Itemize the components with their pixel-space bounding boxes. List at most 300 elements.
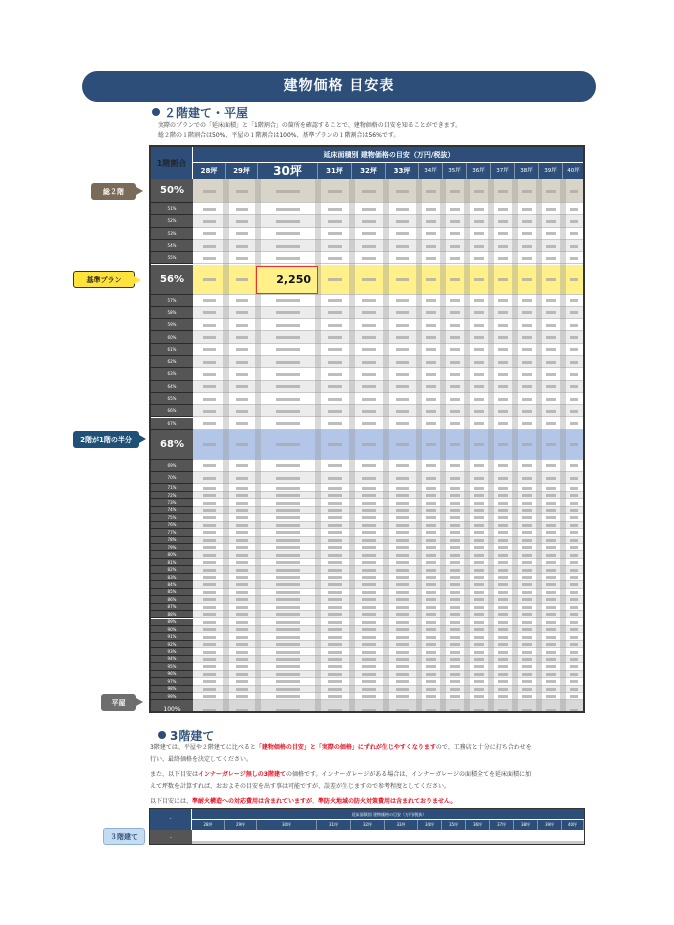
section1-line-1: 実際のプランでの「延床面積」と「1階割合」の箇所を確認することで、建物価格の目安を知ることができます。 [158,122,462,129]
grid-line [255,179,261,713]
blurred-cell-value [236,583,249,586]
blurred-cell-value [426,516,436,519]
table-row [193,472,585,484]
blurred-cell-value [546,651,556,654]
blurred-cell-value [474,494,484,497]
blurred-cell-value [276,658,300,661]
blurred-cell-value [546,257,556,260]
blurred-cell-value [362,443,376,446]
row-label: 51% [151,203,193,215]
blurred-cell-value [522,311,532,314]
blurred-cell-value [426,524,436,527]
callout-3f: ３階建て [103,828,145,845]
blurred-cell-value [546,554,556,557]
blurred-cell-value [498,709,508,712]
table-row [193,507,585,514]
blurred-cell-value [236,477,249,480]
blurred-cell-value [276,398,300,401]
blurred-cell-value [276,539,300,542]
blurred-cell-value [426,561,436,564]
blurred-cell-value [498,422,508,425]
blurred-cell-value [474,373,484,376]
blurred-cell-value [276,502,300,505]
blurred-cell-value [236,487,249,490]
blurred-cell-value [546,531,556,534]
blurred-cell-value [426,546,436,549]
section2-p1-line1: 3階建ては、平屋や２階建てに比べると「建物価格の目安」と「実際の価格」にずれが生じやすくなりますので、工務店と十分に打ち合わせを [150,744,532,751]
blurred-cell-value [522,554,532,557]
blurred-cell-value [522,190,532,193]
blurred-cell-value [498,278,508,281]
table-row [193,356,585,368]
blurred-cell-value [498,443,508,446]
blurred-cell-value [236,494,249,497]
blurred-cell-value [546,494,556,497]
blurred-cell-value [328,524,342,527]
blurred-cell-value [203,539,216,542]
blurred-cell-value [328,232,342,235]
blurred-cell-value [522,695,532,698]
blurred-cell-value [362,569,376,572]
blurred-cell-value [522,443,532,446]
blurred-cell-value [426,643,436,646]
row-label: 73% [151,499,193,506]
blurred-cell-value [276,524,300,527]
blurred-cell-value [236,232,249,235]
blurred-cell-value [203,531,216,534]
column-header: 37坪 [491,163,515,179]
blurred-cell-value [522,257,532,260]
row-label: 59% [151,319,193,331]
column-header: 39坪 [538,820,562,830]
blurred-cell-value [236,220,249,223]
blurred-cell-value [522,348,532,351]
row-label: 53% [151,228,193,240]
blurred-cell-value [522,524,532,527]
blurred-cell-value [522,385,532,388]
blurred-cell-value [236,613,249,616]
blurred-cell-value [570,311,579,314]
blurred-cell-value [450,636,460,639]
blurred-cell-value [546,361,556,364]
blurred-cell-value [474,539,484,542]
row-label: 67% [151,418,193,430]
blurred-cell-value [362,613,376,616]
blurred-cell-value [328,324,342,327]
blurred-cell-value [276,598,300,601]
blurred-cell-value [474,509,484,512]
blurred-cell-value [426,245,436,248]
blurred-cell-value [362,524,376,527]
blurred-cell-value [236,598,249,601]
blurred-cell-value [522,502,532,505]
row-label: 88% [151,611,193,618]
blurred-cell-value [396,583,409,586]
blurred-cell-value [328,673,342,676]
blurred-cell-value [570,443,579,446]
blurred-cell-value [328,613,342,616]
blurred-cell-value [450,477,460,480]
blurred-cell-value [203,591,216,594]
blurred-cell-value [522,621,532,624]
row-label: 79% [151,544,193,551]
blurred-cell-value [426,257,436,260]
grid-line [315,179,321,713]
blurred-cell-value [276,695,300,698]
blurred-cell-value [522,422,532,425]
blurred-cell-value [396,410,409,413]
grid-line [383,179,389,713]
blurred-cell-value [426,636,436,639]
blurred-cell-value [546,509,556,512]
row-label: 55% [151,252,193,264]
blurred-cell-value [276,546,300,549]
blurred-cell-value [426,502,436,505]
blurred-cell-value [570,665,579,668]
blurred-cell-value [203,613,216,616]
blurred-cell-value [362,245,376,248]
blurred-cell-value [276,464,300,467]
table-row [193,589,585,596]
table-row [193,228,585,240]
blurred-cell-value [328,464,342,467]
blurred-cell-value [450,531,460,534]
blurred-cell-value [450,524,460,527]
blurred-cell-value [450,398,460,401]
blurred-cell-value [328,658,342,661]
row-label: 76% [151,522,193,529]
blurred-cell-value [450,651,460,654]
column-header: 30坪 [258,163,318,179]
blurred-cell-value [396,539,409,542]
blurred-cell-value [328,509,342,512]
row-label: 64% [151,381,193,393]
blurred-cell-value [276,643,300,646]
table-row [193,604,585,611]
blurred-cell-value [328,539,342,542]
blurred-cell-value [328,606,342,609]
blurred-cell-value [426,651,436,654]
blurred-cell-value [362,464,376,467]
row-label: 89% [151,619,193,626]
blurred-cell-value [426,190,436,193]
column-header: 35坪 [442,820,466,830]
bullet-icon [158,731,166,739]
blurred-cell-value [570,278,579,281]
blurred-cell-value [498,628,508,631]
blurred-cell-value [362,494,376,497]
table-row [193,393,585,405]
blurred-cell-value [570,208,579,211]
blurred-cell-value [450,311,460,314]
blurred-cell-value [522,398,532,401]
table-row [193,537,585,544]
blurred-cell-value [276,385,300,388]
row-label: - [150,830,192,845]
grid-line [349,179,355,713]
column-header: 36坪 [466,820,490,830]
blurred-cell-value [522,598,532,601]
table-row [193,566,585,573]
table-title: 延床面積別 建物価格の目安（万円/税抜） [192,809,585,820]
blurred-cell-value [328,311,342,314]
table-row [193,633,585,640]
blurred-cell-value [276,516,300,519]
blurred-cell-value [236,695,249,698]
grid-line [464,179,470,713]
blurred-cell-value [276,410,300,413]
blurred-cell-value [498,464,508,467]
blurred-cell-value [396,613,409,616]
blurred-cell-value [328,680,342,683]
blurred-cell-value [450,554,460,557]
blurred-cell-value [203,299,216,302]
blurred-cell-value [203,443,216,446]
blurred-cell-value [450,494,460,497]
column-header: 29坪 [225,820,257,830]
blurred-cell-value [396,361,409,364]
blurred-cell-value [396,385,409,388]
blurred-cell-value [203,606,216,609]
price-table-2f [149,145,585,713]
page-title-banner: 建物価格 目安表 [82,71,596,102]
table-row [193,331,585,343]
blurred-cell-value [498,673,508,676]
blurred-cell-value [362,628,376,631]
blurred-cell-value [474,673,484,676]
blurred-cell-value [546,398,556,401]
blurred-cell-value [203,643,216,646]
blurred-cell-value [396,336,409,339]
column-header: 31坪 [318,163,352,179]
blurred-cell-value [276,554,300,557]
column-header: 33坪 [385,820,418,830]
row-label: 58% [151,307,193,319]
blurred-cell-value [450,220,460,223]
row-label: 60% [151,331,193,343]
column-header: 37坪 [490,820,514,830]
blurred-cell-value [236,621,249,624]
blurred-cell-value [450,509,460,512]
table-row [193,405,585,417]
blurred-cell-value [328,398,342,401]
blurred-cell-value [203,336,216,339]
blurred-cell-value [396,509,409,512]
blurred-cell-value [498,502,508,505]
blurred-cell-value [276,688,300,691]
blurred-cell-value [426,665,436,668]
blurred-cell-value [546,606,556,609]
blurred-cell-value [426,299,436,302]
blurred-cell-value [426,220,436,223]
blurred-cell-value [450,278,460,281]
blurred-cell-value [474,443,484,446]
blurred-cell-value [203,220,216,223]
blurred-cell-value [203,190,216,193]
blurred-cell-value [474,464,484,467]
blurred-cell-value [474,709,484,712]
blurred-cell-value [570,398,579,401]
blurred-cell-value [328,502,342,505]
blurred-cell-value [236,502,249,505]
blurred-cell-value [236,443,249,446]
blurred-cell-value [546,583,556,586]
blurred-cell-value [276,257,300,260]
blurred-cell-value [450,257,460,260]
blurred-cell-value [450,373,460,376]
blurred-cell-value [450,348,460,351]
blurred-cell-value [362,546,376,549]
blurred-cell-value [546,324,556,327]
blurred-cell-value [328,299,342,302]
blurred-cell-value [426,695,436,698]
blurred-cell-value [396,561,409,564]
blurred-cell-value [426,443,436,446]
blurred-cell-value [522,651,532,654]
blurred-cell-value [450,673,460,676]
blurred-cell-value [203,658,216,661]
column-header: 31坪 [317,820,351,830]
blurred-cell-value [570,373,579,376]
blurred-cell-value [396,257,409,260]
table-row [193,574,585,581]
row-label: 61% [151,344,193,356]
blurred-cell-value [236,361,249,364]
blurred-cell-value [276,324,300,327]
blurred-cell-value [426,680,436,683]
blurred-cell-value [362,554,376,557]
table-row [193,295,585,307]
blurred-cell-value [203,554,216,557]
blurred-cell-value [276,569,300,572]
blurred-cell-value [474,348,484,351]
column-header: 33坪 [386,163,419,179]
blurred-cell-value [474,398,484,401]
blurred-cell-value [522,232,532,235]
blurred-cell-value [276,299,300,302]
blurred-cell-value [498,658,508,661]
blurred-cell-value [474,665,484,668]
table-row [193,499,585,506]
blurred-cell-value [450,422,460,425]
blurred-cell-value [203,516,216,519]
blurred-cell-value [236,569,249,572]
blurred-cell-value [522,688,532,691]
blurred-cell-value [328,278,342,281]
blurred-cell-value [570,361,579,364]
blurred-cell-value [276,613,300,616]
blurred-cell-value [362,410,376,413]
blurred-cell-value [570,299,579,302]
blurred-cell-value [396,494,409,497]
blurred-cell-value [203,561,216,564]
blurred-cell-value [236,299,249,302]
blurred-cell-value [276,561,300,564]
blurred-cell-value [328,709,342,712]
table-row [193,418,585,430]
blurred-cell-value [498,487,508,490]
blurred-cell-value [450,658,460,661]
blurred-cell-value [362,278,376,281]
blurred-cell-value [498,245,508,248]
blurred-cell-value [522,464,532,467]
blurred-cell-value [570,336,579,339]
blurred-cell-value [276,591,300,594]
blurred-cell-value [570,531,579,534]
blurred-cell-value [546,299,556,302]
row-label: 96% [151,671,193,678]
blurred-cell-value [276,245,300,248]
blurred-cell-value [203,680,216,683]
table-row [193,252,585,264]
table-row [193,430,585,460]
row-label: 91% [151,633,193,640]
blurred-cell-value [546,311,556,314]
blurred-cell-value [328,385,342,388]
blurred-cell-value [498,531,508,534]
blurred-cell-value [570,546,579,549]
blurred-cell-value [546,502,556,505]
blurred-cell-value [474,516,484,519]
blurred-cell-value [328,361,342,364]
blurred-cell-value [396,606,409,609]
blurred-cell-value [396,477,409,480]
blurred-cell-value [546,621,556,624]
blurred-cell-value [203,477,216,480]
blurred-cell-value [276,636,300,639]
table-row [193,203,585,215]
blurred-cell-value [362,208,376,211]
row-label: 75% [151,514,193,521]
blurred-cell-value [546,373,556,376]
row-label: 85% [151,589,193,596]
blurred-cell-value [474,190,484,193]
blurred-cell-value [498,643,508,646]
blurred-cell-value [546,516,556,519]
blurred-cell-value [498,208,508,211]
blurred-cell-value [570,621,579,624]
blurred-cell-value [362,336,376,339]
blurred-cell-value [362,621,376,624]
blurred-cell-value [396,709,409,712]
blurred-cell-value [570,598,579,601]
blurred-cell-value [328,688,342,691]
blurred-cell-value [203,598,216,601]
blurred-cell-value [203,628,216,631]
blurred-cell-value [203,245,216,248]
row-label: 63% [151,368,193,380]
blurred-cell-value [328,348,342,351]
blurred-cell-value [498,539,508,542]
blurred-cell-value [203,410,216,413]
blurred-cell-value [474,278,484,281]
blurred-cell-value [474,257,484,260]
table-row [192,830,585,845]
blurred-cell-value [362,658,376,661]
blurred-cell-value [328,591,342,594]
row-label: 93% [151,648,193,655]
blurred-cell-value [426,208,436,211]
blurred-cell-value [396,576,409,579]
blurred-cell-value [328,531,342,534]
blurred-cell-value [328,516,342,519]
table-row [193,678,585,685]
blurred-cell-value [276,651,300,654]
blurred-cell-value [426,628,436,631]
row-label: 94% [151,656,193,663]
blurred-cell-value [474,554,484,557]
row-label: 83% [151,574,193,581]
